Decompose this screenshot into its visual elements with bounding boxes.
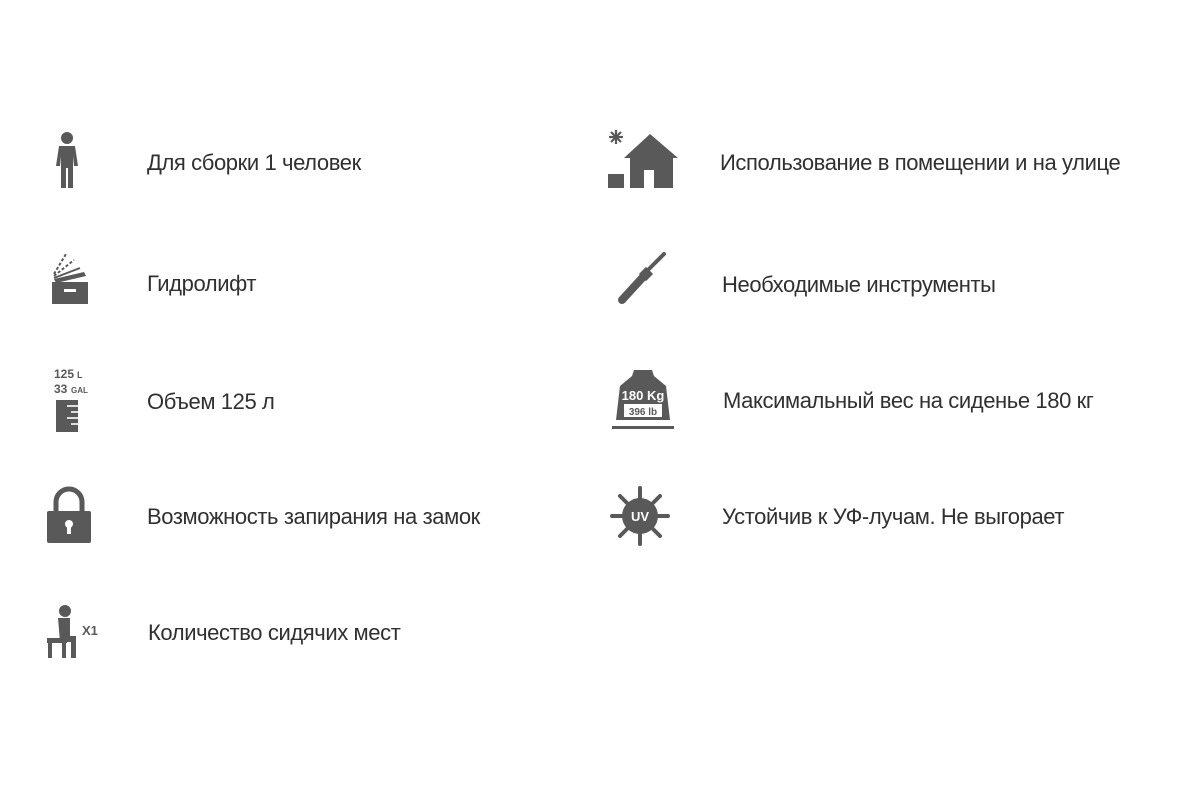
seated-person-icon: [46, 604, 106, 660]
uv-sun-icon: [610, 486, 670, 546]
feature-label-volume: Объем 125 л: [147, 389, 275, 414]
icon-weight-lb: 396 lb: [628, 407, 658, 418]
feature-label-seats: Количество сидячих мест: [148, 620, 401, 645]
feature-label-uv: Устойчив к УФ-лучам. Не выгорает: [722, 504, 1065, 529]
feature-label-indoor-outdoor: Использование в помещении и на улице: [720, 150, 1121, 175]
hydrolift-lid-icon: [48, 252, 92, 306]
icon-weight-kg: 180 Kg: [621, 388, 665, 403]
house-sun-icon: [606, 128, 680, 190]
icon-seat-count: X1: [82, 623, 98, 638]
screwdriver-icon: [614, 252, 670, 306]
feature-label-assembly: Для сборки 1 человек: [147, 150, 361, 175]
weight-icon: [610, 366, 676, 432]
person-standing-icon: [52, 130, 82, 190]
icon-volume-liters-unit: L: [77, 370, 83, 380]
icon-volume-liters-value: 125: [54, 367, 75, 381]
feature-label-hydrolift: Гидролифт: [147, 271, 257, 296]
measuring-jug-icon: [52, 366, 102, 436]
padlock-icon: [46, 486, 92, 546]
icon-uv-text: UV: [630, 509, 650, 524]
icon-volume-gallons-unit: GAL: [71, 386, 88, 395]
feature-label-tools: Необходимые инструменты: [722, 272, 996, 297]
icon-volume-gallons-value: 33: [54, 382, 68, 396]
feature-label-max-weight: Максимальный вес на сиденье 180 кг: [723, 388, 1094, 413]
feature-label-lock: Возможность запирания на замок: [147, 504, 480, 529]
